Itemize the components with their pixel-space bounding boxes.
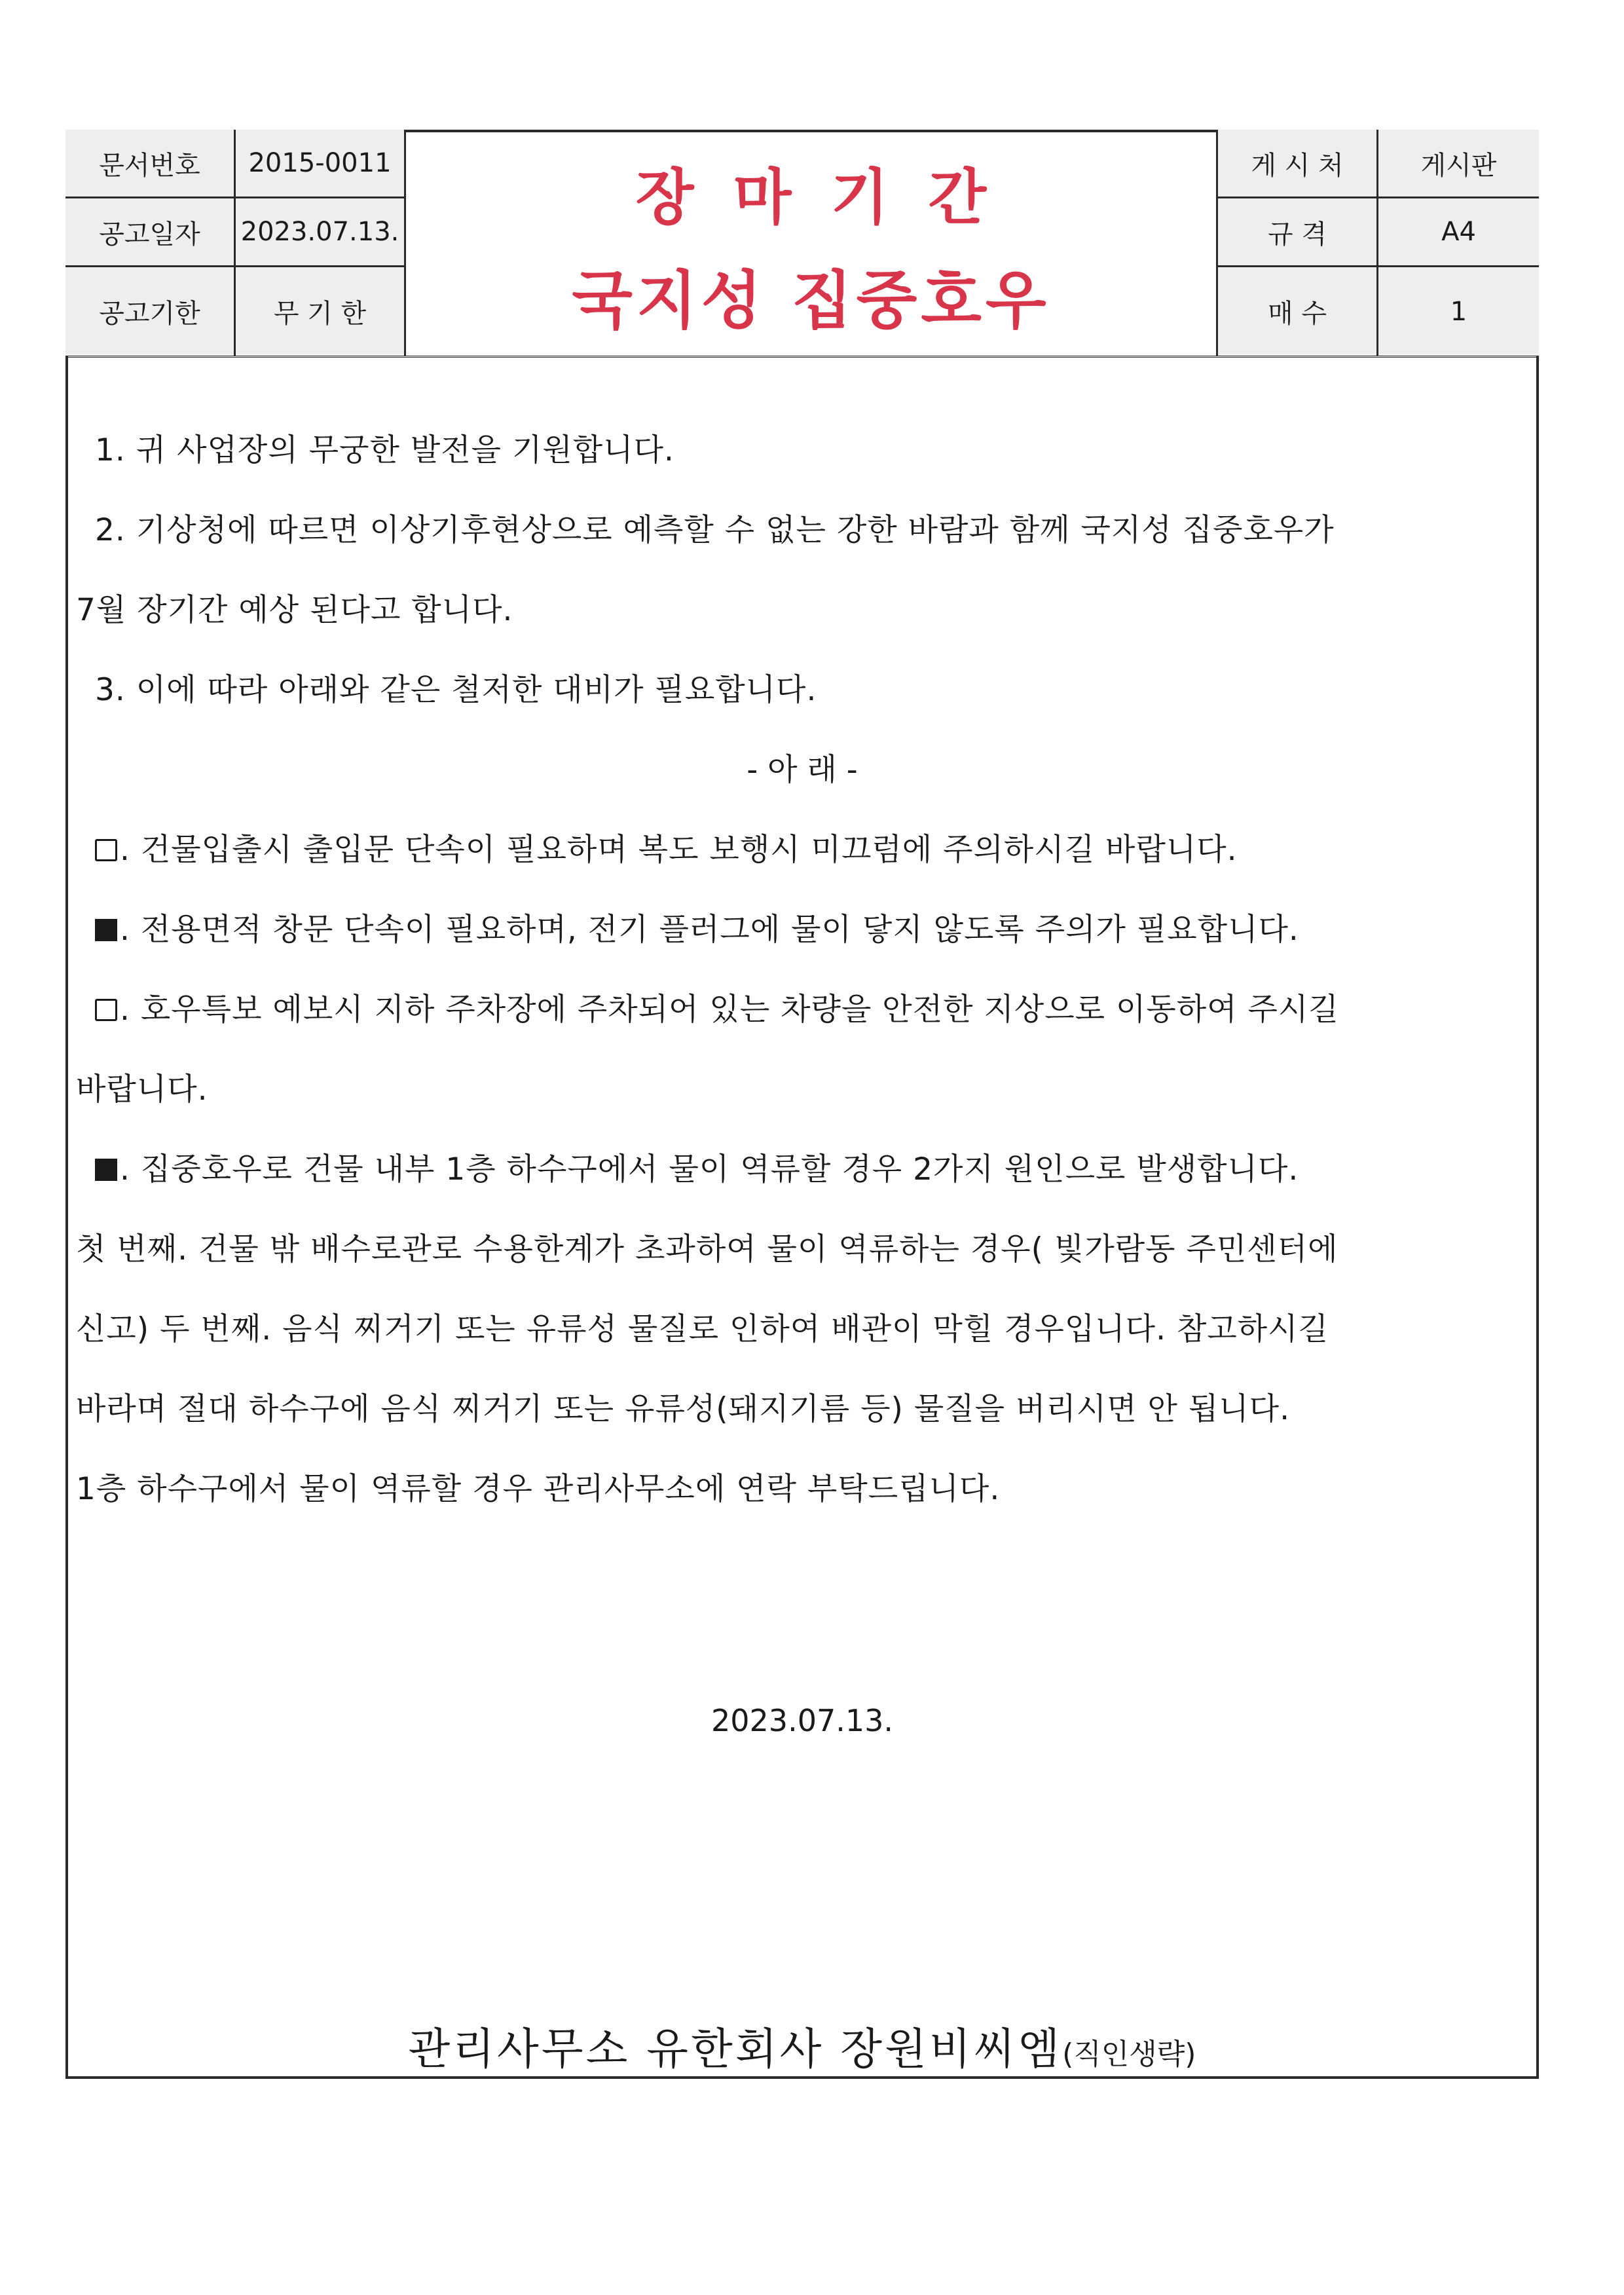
filled-square-icon — [95, 919, 117, 941]
doc-number-value: 2015-0011 — [236, 130, 406, 198]
item-4-text: . 집중호우로 건물 내부 1층 하수구에서 물이 역류할 경우 2가지 원인으로 발생합니다. — [120, 1151, 1299, 1187]
item-3-text: . 호우특보 예보시 지하 주차장에 주차되어 있는 차량을 안전한 지상으로 이동하여 주시길 — [120, 992, 1339, 1028]
paragraph-3: 3. 이에 따라 아래와 같은 철저한 대비가 필요합니다. — [95, 672, 817, 708]
sheet-count-label: 매 수 — [1218, 267, 1378, 356]
notice-date-label: 공고일자 — [65, 198, 236, 267]
filled-square-icon — [95, 1159, 117, 1181]
title-line-1: 장마기간 — [635, 162, 1026, 233]
signature — [65, 2014, 1539, 2076]
item-4-line-5: 1층 하수구에서 물이 역류할 경우 관리사무소에 연락 부탁드립니다. — [76, 1471, 1001, 1507]
doc-number-label: 문서번호 — [65, 130, 236, 198]
posting-place-value: 게시판 — [1378, 130, 1539, 198]
item-1-text: . 건물입출시 출입문 단속이 필요하며 복도 보행시 미끄럼에 주의하시길 바랍니다. — [120, 832, 1238, 868]
below-heading: - 아 래 - — [747, 752, 858, 788]
notice-period-value: 무 기 한 — [236, 267, 406, 356]
signature-name: 관리사무소 유한회사 장원비씨엠 — [408, 2024, 1063, 2074]
item-4-line-3: 신고) 두 번째. 음식 찌거기 또는 유류성 물질로 인하여 배관이 막힐 경우입니다. 참고하시길 — [76, 1311, 1329, 1347]
title-line-2: 국지성 집중호우 — [572, 264, 1050, 337]
paragraph-1: 1. 귀 사업장의 무궁한 발전을 기원합니다. — [95, 432, 674, 468]
notice-date: 2023.07.13. — [711, 1703, 893, 1738]
item-3-continued: 바랍니다. — [76, 1072, 208, 1108]
empty-square-icon — [95, 839, 117, 861]
notice-header — [65, 130, 1539, 358]
signature-note: (직인생략) — [1062, 2038, 1196, 2071]
sheet-count-value: 1 — [1378, 267, 1539, 356]
item-2-text: . 전용면적 창문 단속이 필요하며, 전기 플러그에 물이 닿지 않도록 주의가 필요합니다. — [120, 912, 1299, 948]
empty-square-icon — [95, 999, 117, 1021]
notice-period-label: 공고기한 — [65, 267, 236, 356]
paper-size-value: A4 — [1378, 198, 1539, 267]
notice-date-value: 2023.07.13. — [236, 198, 406, 267]
posting-place-label: 게 시 처 — [1218, 130, 1378, 198]
item-4 — [95, 1145, 1536, 1189]
item-1 — [95, 825, 1536, 869]
notice-title — [406, 130, 1218, 356]
item-4-line-4: 바라며 절대 하수구에 음식 찌거기 또는 유류성(돼지기름 등) 물질을 버리시면 안 됩니다. — [76, 1391, 1291, 1427]
paragraph-2-line-1: 2. 기상청에 따르면 이상기후현상으로 예측할 수 없는 강한 바람과 함께 국지성 집중호우가 — [95, 512, 1335, 548]
paragraph-2-line-2: 7월 장기간 예상 된다고 합니다. — [76, 592, 513, 628]
paper-size-label: 규 격 — [1218, 198, 1378, 267]
item-4-line-2: 첫 번째. 건물 밖 배수로관로 수용한계가 초과하여 물이 역류하는 경우( 빛가람동 주민센터에 — [76, 1231, 1338, 1267]
item-3 — [95, 985, 1536, 1029]
item-2 — [95, 905, 1536, 949]
